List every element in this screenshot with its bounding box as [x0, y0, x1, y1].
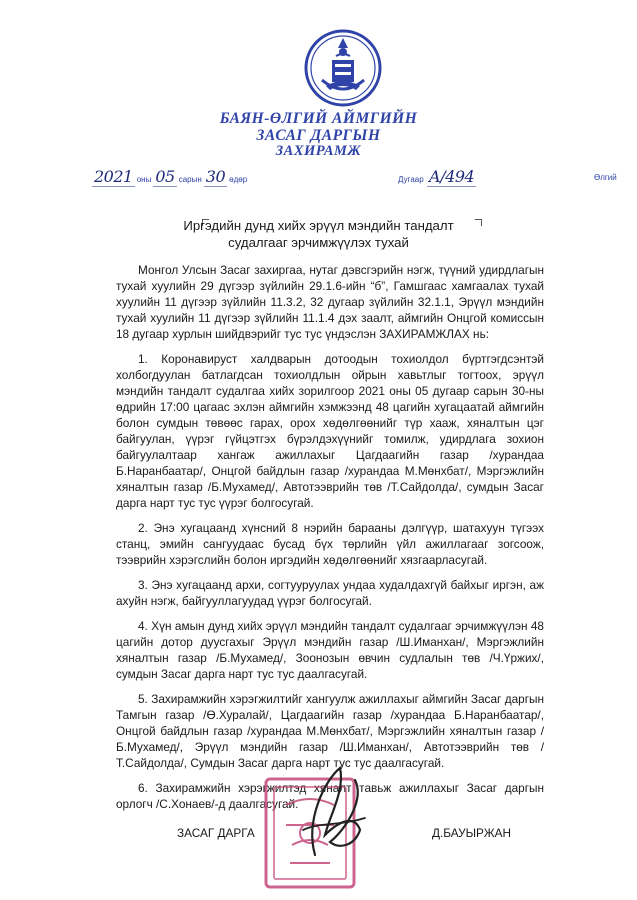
subject-line2: судалгааг эрчимжүүлэх тухай — [228, 235, 409, 250]
city-name: Өлгий — [594, 173, 617, 182]
clause-2: 2. Энэ хугацаанд хүнсний 8 нэрийн барааны дэлгүүр, шатахуун түгээх станц, эмийн сангуудаас бусад бүх төрлийн үйл ажиллагааг зогсоож, тээврийн хэрэгслийн болон иргэдийн хөдөлгөөнийг хязгаарласугай. — [116, 521, 544, 567]
clause-6: 6. Захирамжийн хэрэгжилтэд хяналт тавьж ажиллахыг Засаг даргын орлогч /С.Хонаев/-д даалгасугай. — [116, 781, 544, 811]
clause-1: 1. Коронавируст халдварын дотоодын тохиолдол бүртгэгдсэнтэй холбогдуулан батлагдсан тохиолдлын ойрын хавьтлыг тогтоох, эрүүл мэндийн тандалт судалгаа хийх зорилгоор 2021 оны 05 дугаар сарын 30-ны өдрийн 17:00 цагаас эхлэн аймгийн хэмжээнд 48 цагийн хугацаатай аймгийн болон сумдын төвөөс гарах, орох хөдөлгөөнийг түр хааж, хяналтын цэг байгуулан, үүрэг гүйцэтгэх бүрэлдэхүүнийг томилж, удирдлага зохион байгуулалтаар хангаж ажиллахыг Цагдаагийн газар /хурандаа Б.Наранбаатар/, Онцгой байдлын газар /хурандаа М.Мөнхбат/, Мэргэжлийн хяналтын газар /Б.Мухамед/, Автотээврийн төв /Т.Сайдолда/, сумдын Засаг дарга нарт тус тус үүрэг болгосугай. — [116, 352, 544, 510]
year-label: оны — [136, 175, 152, 184]
date-year: 2021 — [94, 167, 133, 186]
org-name-line2: ЗАСАГ ДАРГЫН — [256, 127, 381, 144]
date-day: 30 — [205, 167, 226, 186]
document-type: ЗАХИРАМЖ — [275, 143, 362, 159]
signatory-title: ЗАСАГ ДАРГА — [177, 826, 255, 840]
decree-body — [116, 262, 544, 821]
date-month: 05 — [155, 167, 175, 186]
number-value: А/494 — [428, 167, 475, 186]
decree-subject — [0, 217, 637, 251]
clause-3: 3. Энэ хугацаанд архи, согтууруулах ундаа худалдахгүй байхыг иргэн, аж ахуйн нэгж, байгууллагуудад үүрэг болгосугай. — [116, 578, 544, 608]
clause-4: 4. Хүн амын дунд хийх эрүүл мэндийн тандалт судалгааг эрчимжүүлэн 48 цагийн дотор дуусгахыг Эрүүл мэндийн газар /Ш.Иманхан/, Мэргэжлийн хяналтын газар /Б.Мухамед/, Зоонозын өвчин судлалын төв /Ч.Үржих/, сумдын Засаг дарга нарт тус тус даалгасугай. — [116, 619, 544, 681]
org-name-line1: БАЯН-ӨЛГИЙ АЙМГИЙН — [219, 110, 418, 127]
clause-5: 5. Захирамжийн хэрэгжилтийг хангуулж ажиллахыг аймгийн Засаг даргын Тамгын газар /Ө.Хуралай/, Цагдаагийн газар /хурандаа Б.Наранбаатар/, Онцгой байдлын газар /хурандаа М.Мөнхбат/, Мэргэжлийн хяналтын газар /Б.Мухамед/, Эрүүл мэндийн газар /Ш.Иманхан/, Автотээврийн төв /Т.Сайдолда/, Сумдын Засаг дарга нарт тус тус даалгасугай. — [116, 692, 544, 770]
month-label: сарын — [178, 175, 202, 184]
preamble: Монгол Улсын Засаг захиргаа, нутаг дэвсгэрийн нэгж, түүний удирдлагын тухай хуулийн 29 дүгээр зүйлийн 29.1.6-ийн “б”, Гамшгаас хамгаалах тухай хуулийн 11 дүгээр зүйлийн 11.3.2, 32 дугаар зүйлийн 32.1.1, Эрүүл мэндийн тухай хуулийн 11 дүгээр зүйлийн 11.1.4 дэх заалт, аймгийн Онцгой комиссын 18 дугаар хурлын шийдвэрийг тус тус үндэслэн ЗАХИРАМЖЛАХ нь: — [116, 263, 544, 341]
handwritten-signature-icon — [285, 760, 375, 865]
day-label: өдөр — [229, 175, 248, 184]
signatory-name: Д.БАУЫРЖАН — [432, 826, 512, 840]
decree-number — [398, 167, 476, 187]
decree-date — [92, 167, 249, 187]
number-label: Дугаар — [398, 175, 424, 184]
soyombo-emblem-icon — [302, 28, 384, 108]
subject-line1: Иргэдийн дунд хийх эрүүл мэндийн тандалт — [183, 218, 454, 233]
